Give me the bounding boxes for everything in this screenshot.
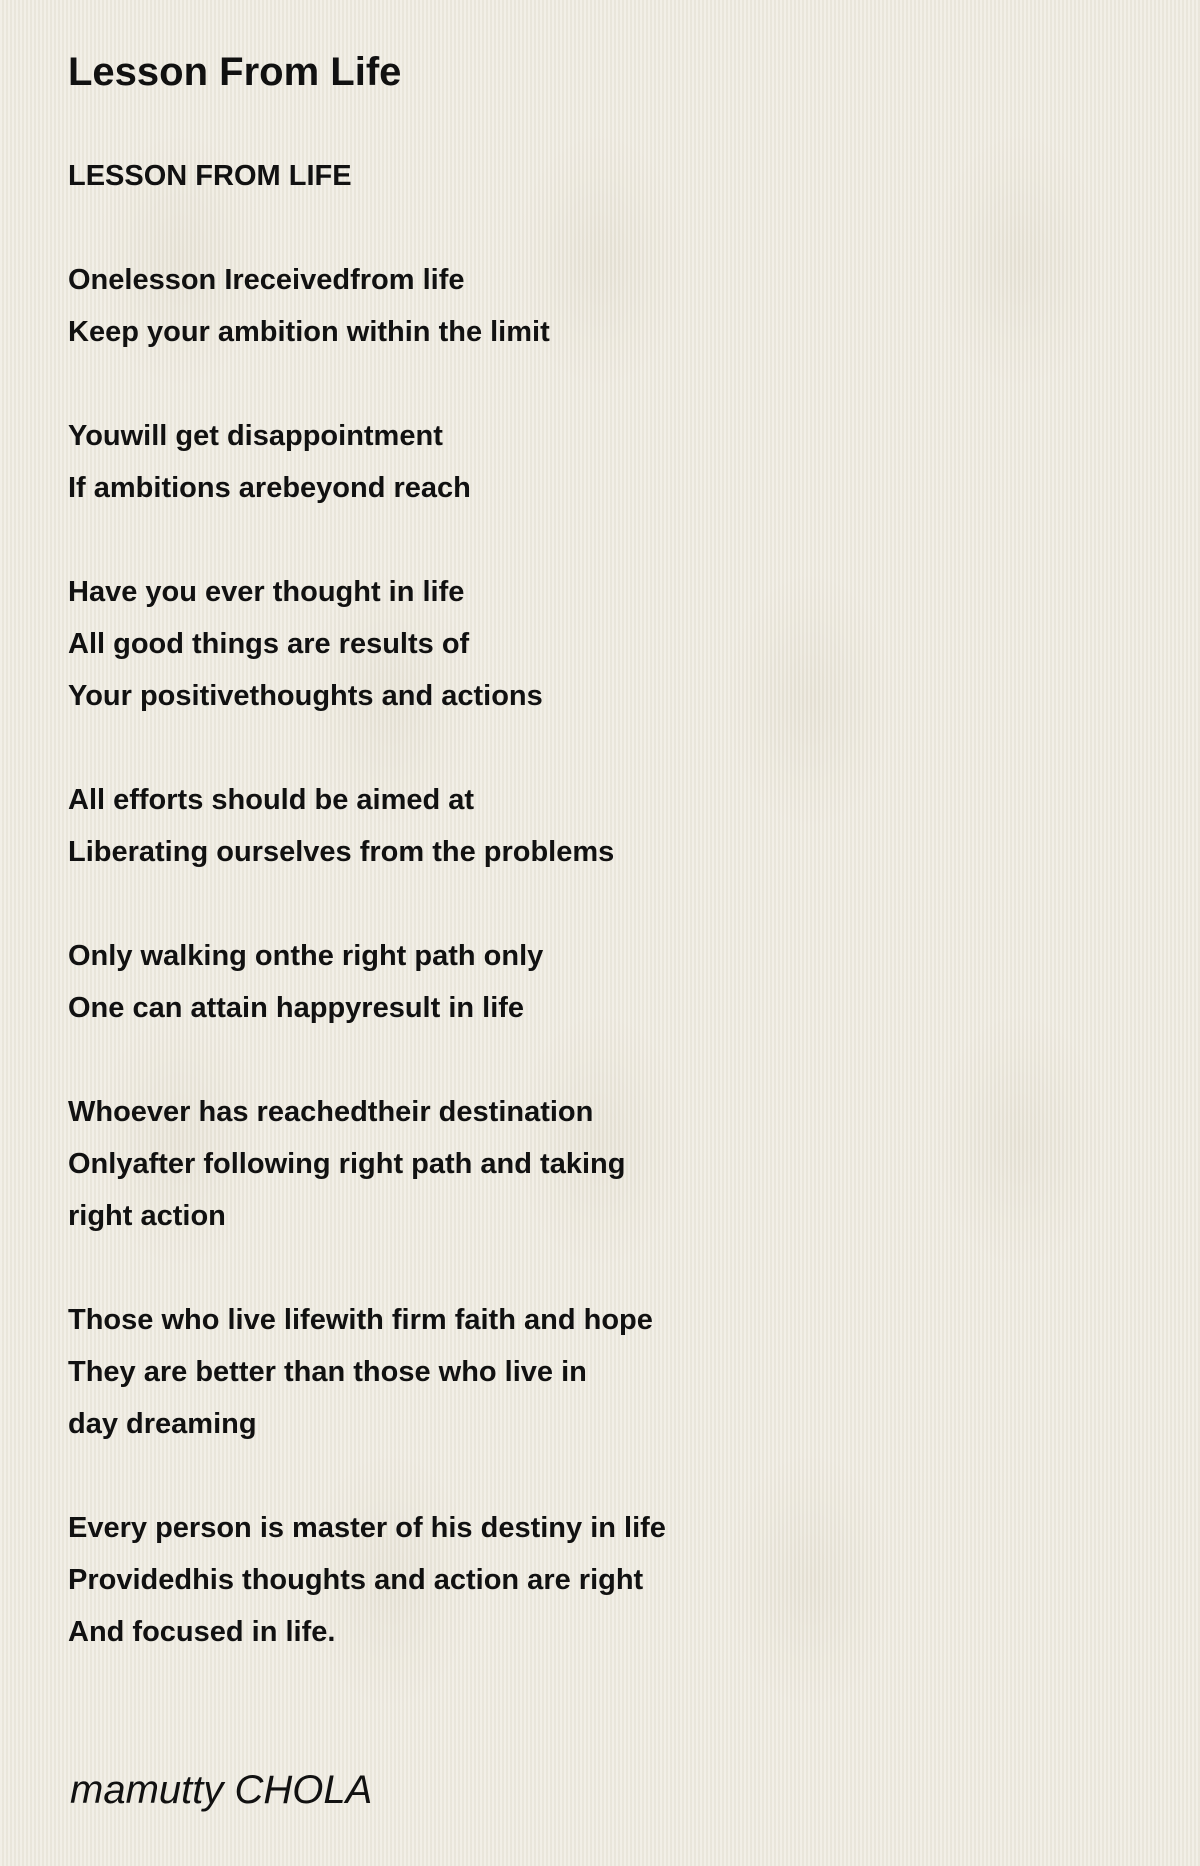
poem-line: And focused in life. xyxy=(68,1616,336,1648)
poem-line: right action xyxy=(68,1200,226,1232)
poem-line: Providedhis thoughts and action are right xyxy=(68,1564,644,1596)
poem-body xyxy=(68,150,666,1658)
poem-line: Those who live lifewith firm faith and hope xyxy=(68,1304,653,1336)
stanza-gap xyxy=(68,1450,666,1502)
poem-line: Have you ever thought in life xyxy=(68,576,465,608)
stanza-gap xyxy=(68,878,666,930)
poem-line: Keep your ambition within the limit xyxy=(68,316,550,348)
poem-line: One can attain happyresult in life xyxy=(68,992,525,1024)
poem-line: Every person is master of his destiny in life xyxy=(68,1512,666,1544)
poem-line: All good things are results of xyxy=(68,628,470,660)
poem-line: Only walking onthe right path only xyxy=(68,940,544,972)
poem-heading: LESSON FROM LIFE xyxy=(68,160,352,192)
stanza-gap xyxy=(68,358,666,410)
stanza-gap xyxy=(68,1242,666,1294)
poem-line: All efforts should be aimed at xyxy=(68,784,475,816)
stanza-gap xyxy=(68,1034,666,1086)
poem-line: Onlyafter following right path and taking xyxy=(68,1148,626,1180)
poem-line: They are better than those who live in xyxy=(68,1356,587,1388)
poem-line: Liberating ourselves from the problems xyxy=(68,836,615,868)
poem-line: Onelesson Ireceivedfrom life xyxy=(68,264,465,296)
stanza-gap xyxy=(68,202,666,254)
poem-author: mamutty CHOLA xyxy=(70,1768,373,1812)
poem-line: Youwill get disappointment xyxy=(68,420,443,452)
poem-line: If ambitions arebeyond reach xyxy=(68,472,471,504)
poem-line: day dreaming xyxy=(68,1408,257,1440)
stanza-gap xyxy=(68,722,666,774)
poem-line: Whoever has reachedtheir destination xyxy=(68,1096,594,1128)
poem-line: Your positivethoughts and actions xyxy=(68,680,543,712)
stanza-gap xyxy=(68,514,666,566)
poem-title: Lesson From Life xyxy=(68,50,402,94)
